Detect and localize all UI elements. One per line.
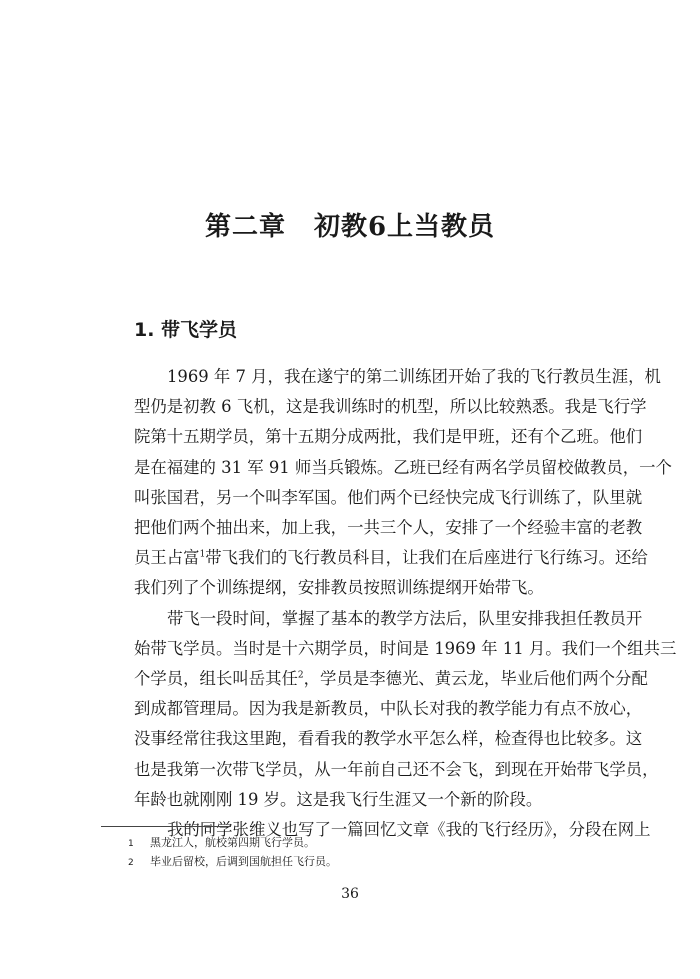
footnote-text: 黑龙江人，航校第四期飞行学员。 [150,836,315,849]
page-number: 36 [341,886,359,902]
text-line: 我们列了个训练提纲，安排教员按照训练提纲开始带飞。 [134,578,544,598]
footnote-divider [101,826,231,827]
text-line: 也是我第一次带飞学员，从一年前自己还不会飞，到现在开始带飞学员， [134,759,659,779]
text-line: 没事经常往我这里跑，看看我的教学水平怎么样，检查得也比较多。这 [134,729,643,749]
footnote-text: 毕业后留校，后调到国航担任飞行员。 [150,855,337,868]
chapter-name: 初教6上当教员 [313,212,496,242]
text-segment: 个学员，组长叫岳其任 [134,669,298,689]
text-line: 我的同学张维义也写了一篇回忆文章《我的飞行经历》，分段在网上 [167,820,651,840]
footnote-number: 1 [128,839,134,849]
text-line [101,543,648,573]
footnote-number: 2 [128,858,134,868]
text-segment: 员王占富 [134,548,200,568]
text-line [101,664,648,694]
text-segment: ，学员是李德光、黄云龙，毕业后他们两个分配 [303,669,648,689]
footnote-mark: 2 [297,670,304,681]
footnotes [128,834,337,872]
paragraph-2 [101,604,677,815]
text-line: 是在福建的 31 军 91 师当兵锻炼。乙班已经有两名学员留校做教员，一个 [134,457,672,477]
text-segment: 带飞我们的飞行教员科目，让我们在后座进行飞行练习。还给 [205,548,648,568]
section-title: 1. 带飞学员 [134,319,238,341]
text-line: 1969 年 7 月，我在遂宁的第二训练团开始了我的飞行教员生涯，机 [167,367,661,386]
footnote-item [128,834,337,853]
text-line: 带飞一段时间，掌握了基本的教学方法后，队里安排我担任教员开 [167,608,643,628]
text-line: 型仍是初教 6 飞机，这是我训练时的机型，所以比较熟悉。我是飞行学 [134,397,647,417]
text-line: 院第十五期学员，第十五期分成两批，我们是甲班，还有个乙班。他们 [134,427,643,447]
footnote-mark: 1 [199,549,206,560]
text-line: 叫张国君，另一个叫李军国。他们两个已经快完成飞行训练了，队里就 [134,487,643,507]
chapter-title [0,206,700,243]
text-line: 始带飞学员。当时是十六期学员，时间是 1969 年 11 月。我们一个组共三 [134,638,677,658]
footnote-item [128,853,337,872]
text-line: 到成都管理局。因为我是新教员，中队长对我的教学能力有点不放心， [134,699,643,719]
text-line: 把他们两个抽出来，加上我，一共三个人，安排了一个经验丰富的老教 [134,518,643,538]
chapter-label: 第二章 [204,212,286,242]
text-line: 年龄也就刚刚 19 岁。这是我飞行生涯又一个新的阶段。 [134,789,543,809]
body-text [101,362,677,845]
paragraph-1 [101,362,672,604]
